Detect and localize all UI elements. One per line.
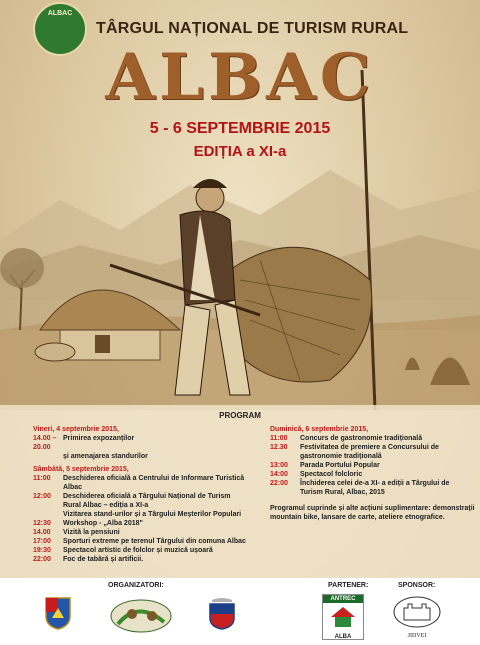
program-title: PROGRAM xyxy=(219,411,261,420)
commune-crest-icon xyxy=(208,596,236,630)
footer xyxy=(0,578,480,645)
program-note: Programul cuprinde și alte acțiuni suplimentare: demonstrații mountain bike, lansare de carte, ateliere etnografice. xyxy=(270,505,475,521)
program-row: Rural Albac – ediția a XI-a xyxy=(63,502,149,509)
program-row: 14.00 Vizită la pensiuni xyxy=(33,529,120,536)
albac-logo-text: ALBAC xyxy=(47,10,73,17)
program-row: Turism Rural, Albac, 2015 xyxy=(300,489,385,496)
program-row: 11:00 Concurs de gastronomie tradițională xyxy=(270,435,423,442)
program-row: Vizitarea stand-urilor și a Târgului Meșterilor Populari xyxy=(63,511,242,518)
organizer-emblem-icon xyxy=(108,594,174,634)
program-row: gastronomie tradițională xyxy=(300,453,382,460)
program-row: 14:00 Spectacol folcloric xyxy=(270,471,363,478)
brand-title: ALBAC xyxy=(105,40,375,115)
partner-logo xyxy=(322,594,364,640)
castle-icon xyxy=(392,594,442,628)
program-row: Albac xyxy=(63,484,83,491)
partner-logo-sub: ALBA xyxy=(334,634,352,640)
program-row: 14.00 – 20.00 Primirea expozanților xyxy=(33,435,135,451)
program-row: și amenajarea standurilor xyxy=(63,453,148,460)
event-dates: 5 - 6 SEPTEMBRIE 2015 xyxy=(149,120,331,137)
house-icon xyxy=(323,603,363,629)
partner-logo-text: ANTREC xyxy=(323,595,363,603)
county-crest-icon xyxy=(44,596,72,630)
day-heading: Sâmbătă, 5 septembrie 2015, xyxy=(33,466,129,473)
sponsor-logo xyxy=(392,594,442,640)
program-row: 22:00 Închiderea celei de-a XI- a ediții a Târgului de xyxy=(270,480,450,487)
day-heading: Vineri, 4 septembrie 2015, xyxy=(33,426,119,433)
event-title: TÂRGUL NAȚIONAL DE TURISM RURAL xyxy=(96,20,409,37)
program-row: 17:00 Sporturi extreme pe terenul Târgului din comuna Albac xyxy=(33,538,246,545)
day-heading: Duminică, 6 septembrie 2015, xyxy=(270,426,369,433)
program-row: 22:00 Foc de tabără și artificii. xyxy=(33,556,144,563)
program-right-column xyxy=(270,425,475,522)
sponsor-label: SPONSOR: xyxy=(398,582,436,589)
program-row: 13:00 Parada Portului Popular xyxy=(270,462,380,469)
program-row: 12:30 Workshop - „Alba 2018" xyxy=(33,520,143,527)
program-row: 12.30 Festivitatea de premiere a Concursului de xyxy=(270,444,439,451)
event-edition: EDIȚIA a XI-a xyxy=(193,143,287,160)
program-section xyxy=(0,405,480,578)
partner-label: PARTENER: xyxy=(328,582,369,589)
program-row: 11:00 Deschiderea oficială a Centrului de Informare Turistică xyxy=(33,475,245,482)
program-row: 19:30 Spectacol artistic de folclor și muzică ușoară xyxy=(33,547,213,554)
organizers-label: ORGANIZATORI: xyxy=(108,582,164,589)
program-left-column xyxy=(33,425,258,564)
sponsor-logo-text: JIDVEI xyxy=(407,633,427,639)
program-row: 12:00 Deschiderea oficială a Târgului Național de Turism xyxy=(33,493,231,500)
